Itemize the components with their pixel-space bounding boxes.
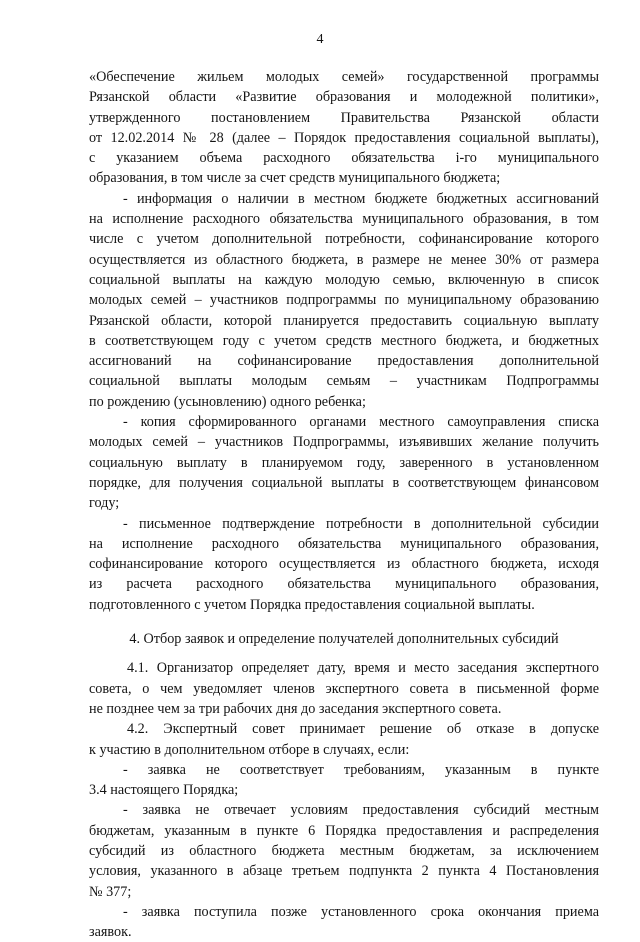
text-line: году; bbox=[89, 495, 120, 512]
text-line: от 12.02.2014 № 28 (далее – Порядок предоставления социальной выплаты), bbox=[89, 129, 599, 146]
text-line: по рождению (усыновлению) одного ребенка; bbox=[89, 393, 366, 410]
text-line: с указанием объема расходного обязательства i-го муниципального bbox=[89, 150, 599, 167]
text-line: бюджетам, указанным в пункте 6 Порядка предоставления и распределения bbox=[89, 822, 599, 839]
text-line: из расчета расходного обязательства муниципального образования, bbox=[89, 576, 599, 593]
text-line: в соответствующем году с учетом средств местного бюджета, и бюджетных bbox=[89, 332, 599, 349]
text-line: 4.2. Экспертный совет принимает решение об отказе в допуске bbox=[127, 721, 599, 738]
text-line: условия, указанного в абзаце третьем подпункта 2 пункта 4 Постановления bbox=[89, 863, 599, 880]
text-line: порядке, для получения социальной выплаты в соответствующем финансовом bbox=[89, 474, 599, 491]
text-line: не позднее чем за три рабочих дня до заседания экспертного совета. bbox=[89, 700, 502, 717]
text-line: социальной выплаты на каждую молодую семью, включенную в список bbox=[89, 271, 599, 288]
document-body bbox=[89, 67, 599, 942]
text-line: - копия сформированного органами местного самоуправления списка bbox=[123, 414, 599, 431]
text-line: осуществляется из областного бюджета, в размере не менее 30% от размера bbox=[89, 251, 599, 268]
text-line: № 377; bbox=[89, 883, 132, 900]
text-line: на исполнение расходного обязательства муниципального образования, в том bbox=[89, 211, 599, 228]
text-line: совета, о чем уведомляет членов экспертного совета в письменной форме bbox=[89, 680, 599, 697]
text-line: - заявка поступила позже установленного срока окончания приема bbox=[123, 903, 599, 920]
text-line: к участию в дополнительном отборе в случаях, если: bbox=[89, 741, 410, 758]
text-line: числе с учетом дополнительной потребности, софинансирование которого bbox=[89, 231, 599, 248]
text-line: - заявка не соответствует требованиям, указанным в пункте bbox=[123, 761, 599, 778]
page-number: 4 bbox=[316, 32, 324, 47]
text-line: утвержденного постановлением Правительства Рязанской области bbox=[89, 109, 599, 126]
text-line: молодых семей – участников Подпрограммы, изъявивших желание получить bbox=[89, 434, 599, 451]
text-line: заявок. bbox=[89, 924, 132, 941]
text-line: - заявка не отвечает условиям предоставления субсидий местным bbox=[123, 802, 599, 819]
text-line: социальную выплату в планируемом году, заверенного в установленном bbox=[89, 454, 599, 471]
text-line: Рязанской области «Развитие образования и молодежной политики», bbox=[89, 89, 599, 106]
text-line: на исполнение расходного обязательства муниципального образования, bbox=[89, 535, 599, 552]
text-line: субсидий из областного бюджета местным бюджетам, за исключением bbox=[89, 842, 599, 859]
text-line: софинансирование которого осуществляется из областного бюджета, исходя bbox=[89, 556, 599, 573]
text-line: подготовленного с учетом Порядка предоставления социальной выплаты. bbox=[89, 596, 535, 613]
section-heading: 4. Отбор заявок и определение получателей дополнительных субсидий bbox=[129, 631, 559, 648]
text-line: образования, в том числе за счет средств муниципального бюджета; bbox=[89, 170, 501, 187]
text-line: социальной выплаты молодым семьям – участникам Подпрограммы bbox=[89, 373, 599, 390]
text-line: Рязанской области, которой планируется предоставить социальную выплату bbox=[89, 312, 599, 329]
text-line: молодых семей – участников подпрограммы по муниципальному образованию bbox=[89, 292, 599, 309]
text-line: 4.1. Организатор определяет дату, время и место заседания экспертного bbox=[127, 660, 599, 677]
text-line: - письменное подтверждение потребности в дополнительной субсидии bbox=[123, 515, 599, 532]
text-line: «Обеспечение жильем молодых семей» государственной программы bbox=[89, 69, 599, 85]
text-line: 3.4 настоящего Порядка; bbox=[89, 782, 239, 799]
text-line: ассигнований на софинансирование предоставления дополнительной bbox=[89, 353, 599, 370]
text-line: - информация о наличии в местном бюджете бюджетных ассигнований bbox=[123, 190, 599, 207]
